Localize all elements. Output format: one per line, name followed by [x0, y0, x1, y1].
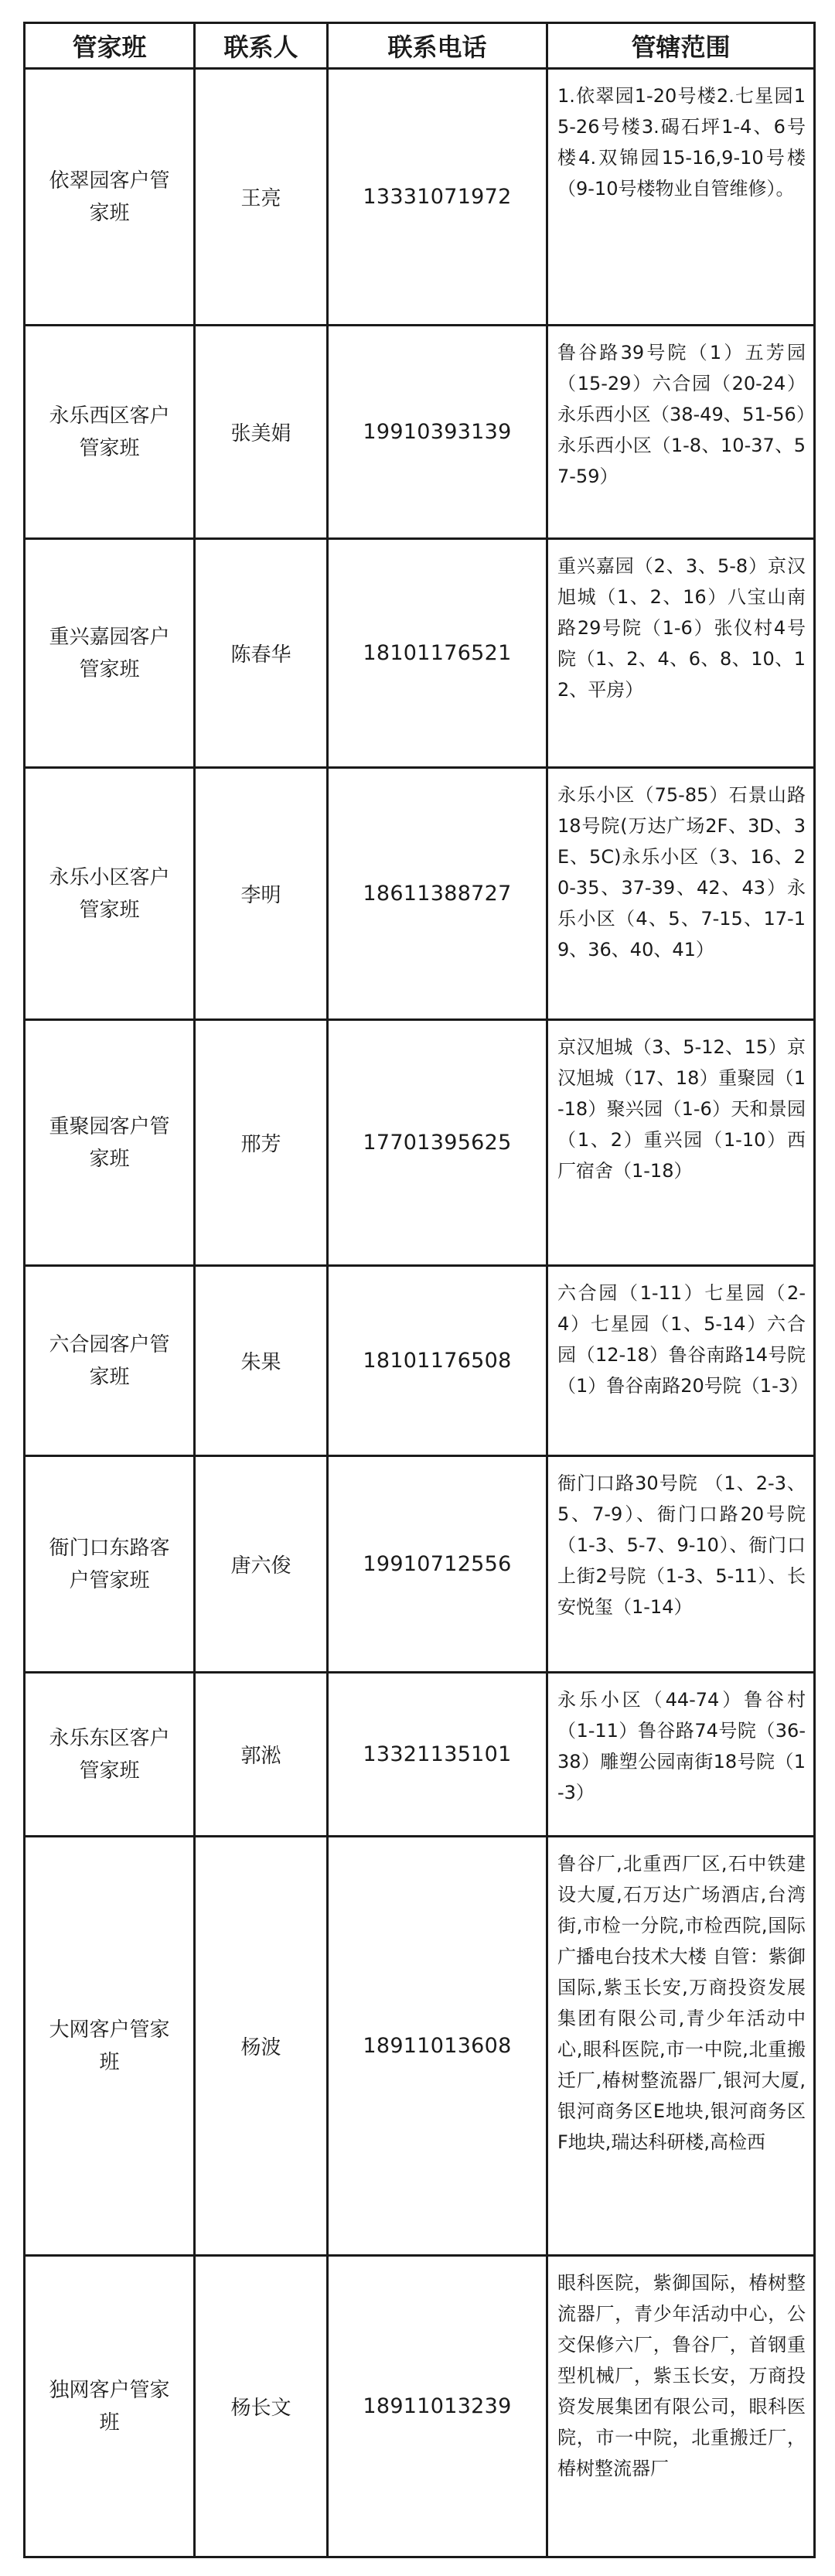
contact-phone: 18101176521 [328, 539, 547, 768]
table-row [25, 1266, 815, 1456]
jurisdiction-scope: 鲁谷路39号院（1）五芳园（15-29）六合园（20-24）永乐西小区（38-49、51-56）永乐西小区（1-8、10-37、57-59） [547, 326, 815, 539]
team-name: 重聚园客户管家班 [25, 1020, 195, 1266]
contact-phone: 18911013608 [328, 1837, 547, 2256]
contact-phone: 13321135101 [328, 1673, 547, 1837]
contact-phone: 17701395625 [328, 1020, 547, 1266]
jurisdiction-scope: 永乐小区（75-85）石景山路18号院(万达广场2F、3D、3E、5C)永乐小区（3、16、20-35、37-39、42、43）永乐小区（4、5、7-15、17-19、36、40、41） [547, 768, 815, 1020]
table-row [25, 1673, 815, 1837]
table-row [25, 2256, 815, 2557]
contact-phone: 13331071972 [328, 69, 547, 326]
contact-person: 朱果 [195, 1266, 328, 1456]
team-name: 衙门口东路客户管家班 [25, 1456, 195, 1673]
team-name: 六合园客户管家班 [25, 1266, 195, 1456]
header-team: 管家班 [25, 23, 195, 69]
contact-person: 邢芳 [195, 1020, 328, 1266]
contact-phone: 19910712556 [328, 1456, 547, 1673]
table-row [25, 1837, 815, 2256]
jurisdiction-scope: 六合园（1-11）七星园（2-4）七星园（1、5-14）六合园（12-18）鲁谷南路14号院（1）鲁谷南路20号院（1-3） [547, 1266, 815, 1456]
jurisdiction-scope: 眼科医院，紫御国际，椿树整流器厂，青少年活动中心，公交保修六厂，鲁谷厂，首钢重型机械厂，紫玉长安，万商投资发展集团有限公司，眼科医院，市一中院，北重搬迁厂，椿树整流器厂 [547, 2256, 815, 2557]
jurisdiction-scope: 1.依翠园1-20号楼2.七星园15-26号楼3.碣石坪1-4、6号楼4.双锦园15-16,9-10号楼（9-10号楼物业自管维修）。 [547, 69, 815, 326]
header-phone: 联系电话 [328, 23, 547, 69]
team-name: 重兴嘉园客户管家班 [25, 539, 195, 768]
team-name: 永乐东区客户管家班 [25, 1673, 195, 1837]
table-row [25, 1020, 815, 1266]
header-row [25, 23, 815, 69]
jurisdiction-scope: 京汉旭城（3、5-12、15）京汉旭城（17、18）重聚园（1-18）聚兴园（1-6）天和景园（1、2）重兴园（1-10）西厂宿舍（1-18） [547, 1020, 815, 1266]
table-row [25, 69, 815, 326]
contact-person: 王亮 [195, 69, 328, 326]
contact-person: 郭淞 [195, 1673, 328, 1837]
contact-person: 张美娟 [195, 326, 328, 539]
table-row [25, 539, 815, 768]
team-name: 大网客户管家班 [25, 1837, 195, 2256]
jurisdiction-scope: 鲁谷厂,北重西厂区,石中铁建设大厦,石万达广场酒店,台湾街,市检一分院,市检西院,国际广播电台技术大楼 自管：紫御国际,紫玉长安,万商投资发展集团有限公司,青少年活动中心,眼科医院,市一中院,北重搬迁厂,椿树整流器厂,银河大厦,银河商务区E地块,银河商务区F地块,瑞达科研楼,高检西 [547, 1837, 815, 2256]
team-name: 永乐西区客户管家班 [25, 326, 195, 539]
jurisdiction-scope: 永乐小区（44-74）鲁谷村（1-11）鲁谷路74号院（36-38）雕塑公园南街18号院（1-3） [547, 1673, 815, 1837]
table-row [25, 1456, 815, 1673]
team-name: 依翠园客户管家班 [25, 69, 195, 326]
header-contact: 联系人 [195, 23, 328, 69]
contact-person: 杨长文 [195, 2256, 328, 2557]
contact-phone: 19910393139 [328, 326, 547, 539]
contact-person: 杨波 [195, 1837, 328, 2256]
team-name: 永乐小区客户管家班 [25, 768, 195, 1020]
contact-phone: 18101176508 [328, 1266, 547, 1456]
table-row [25, 326, 815, 539]
contact-phone: 18911013239 [328, 2256, 547, 2557]
team-name: 独网客户管家班 [25, 2256, 195, 2557]
table-row [25, 768, 815, 1020]
contact-person: 唐六俊 [195, 1456, 328, 1673]
contact-phone: 18611388727 [328, 768, 547, 1020]
contact-person: 陈春华 [195, 539, 328, 768]
contact-person: 李明 [195, 768, 328, 1020]
butler-team-table [23, 22, 816, 2558]
jurisdiction-scope: 重兴嘉园（2、3、5-8）京汉旭城（1、2、16）八宝山南路29号院（1-6）张仪村4号院（1、2、4、6、8、10、12、平房） [547, 539, 815, 768]
jurisdiction-scope: 衙门口路30号院 （1、2-3、5、7-9）、衙门口路20号院 （1-3、5-7、9-10）、衙门口上街2号院（1-3、5-11）、长安悦玺（1-14） [547, 1456, 815, 1673]
header-scope: 管辖范围 [547, 23, 815, 69]
